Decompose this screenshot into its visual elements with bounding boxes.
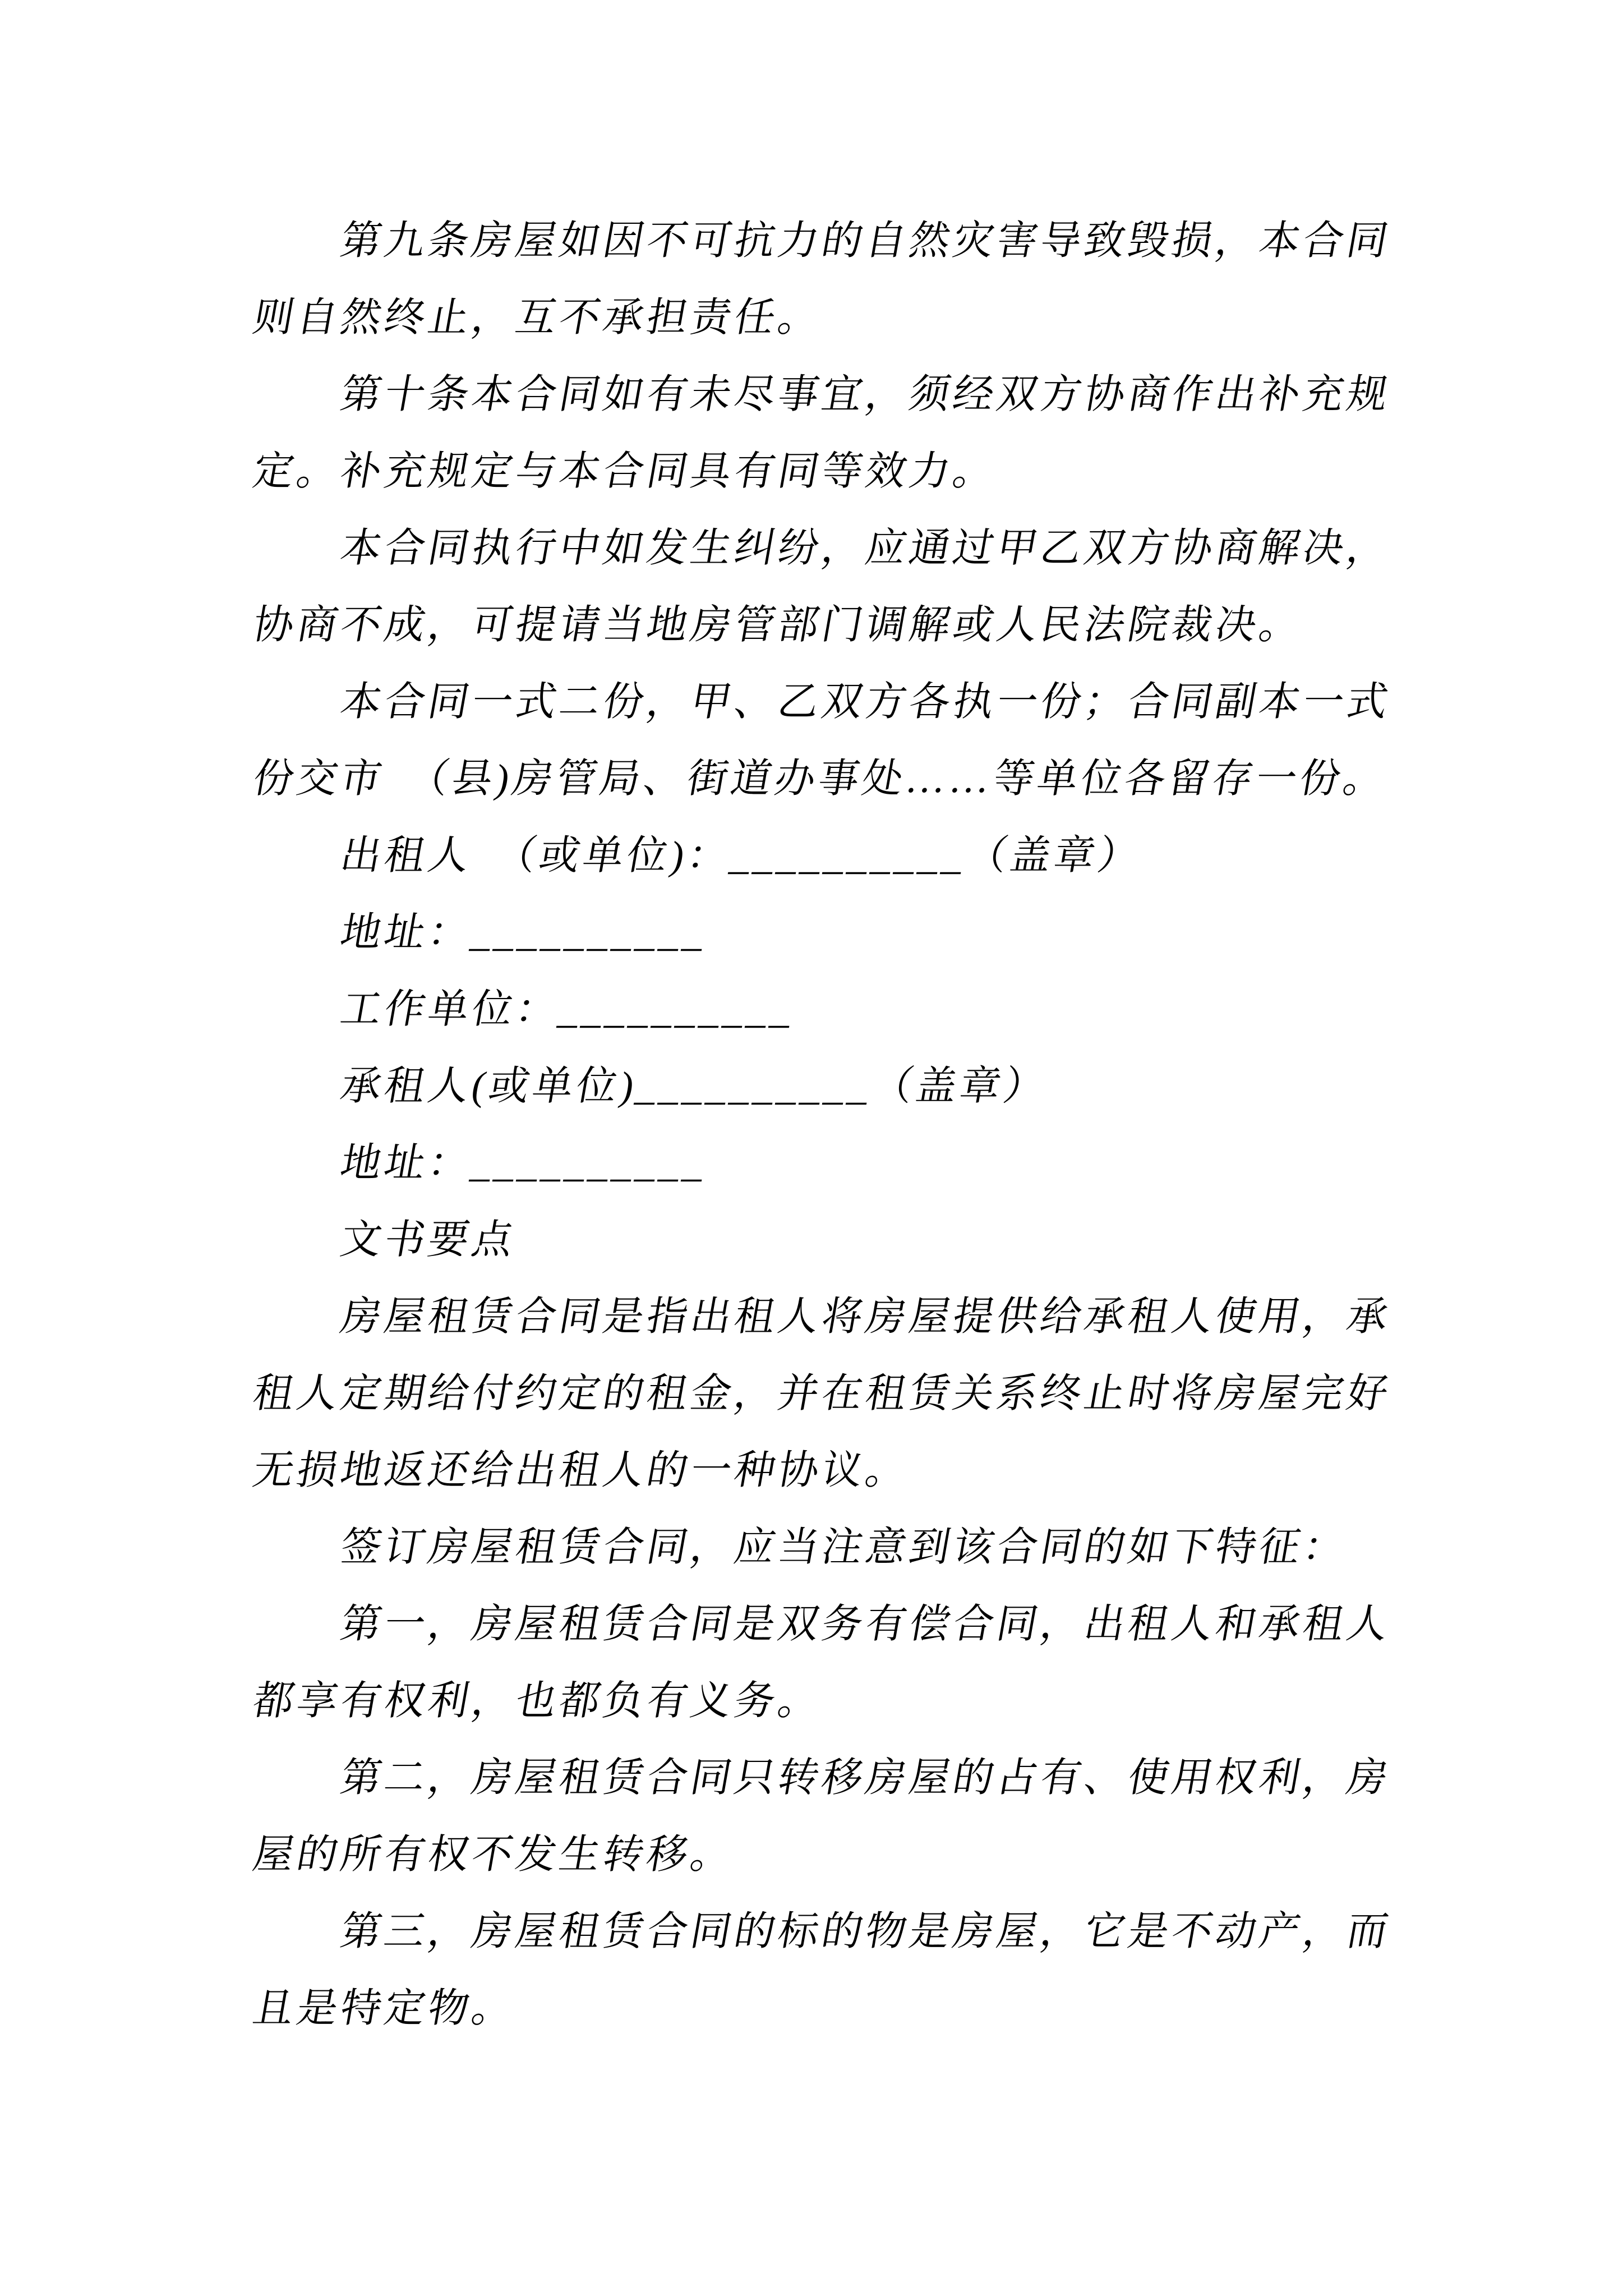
text-line: 都享有权利，也都负有义务。 <box>250 1678 827 1723</box>
section-heading: 文书要点 <box>337 1217 520 1262</box>
text-line: 无损地返还给出租人的一种协议。 <box>250 1448 914 1493</box>
lessor-address-line: 地址：__________ <box>337 910 712 955</box>
text-line: 第三，房屋租赁合同的标的物是房屋，它是不动产，而 <box>337 1909 1395 1954</box>
text-line: 第十条本合同如有未尽事宜，须经双方协商作出补充规 <box>337 372 1395 417</box>
lessee-address-line: 地址：__________ <box>337 1140 712 1185</box>
lessor-workunit-line: 工作单位：__________ <box>337 987 800 1032</box>
text-line: 第二，房屋租赁合同只转移房屋的占有、使用权利，房 <box>337 1755 1395 1800</box>
text-line: 屋的所有权不发生转移。 <box>250 1832 739 1877</box>
text-line: 本合同一式二份，甲、乙双方各执一份；合同副本一式 <box>337 679 1395 724</box>
text-line: 租人定期给付约定的租金，并在租赁关系终止时将房屋完好 <box>250 1371 1395 1416</box>
text-line: 签订房屋租赁合同，应当注意到该合同的如下特征： <box>337 1525 1352 1570</box>
text-line: 定。补充规定与本合同具有同等效力。 <box>250 449 1002 494</box>
text-line: 则自然终止，互不承担责任。 <box>250 295 827 340</box>
text-line: 第九条房屋如因不可抗力的自然灾害导致毁损，本合同 <box>337 218 1395 263</box>
text-line: 本合同执行中如发生纠纷，应通过甲乙双方协商解决， <box>337 526 1395 570</box>
text-line: 且是特定物。 <box>250 1986 520 2031</box>
text-line: 第一，房屋租赁合同是双务有偿合同，出租人和承租人 <box>337 1602 1395 1646</box>
text-line: 协商不成，可提请当地房管部门调解或人民法院裁决。 <box>250 602 1308 647</box>
text-line: 房屋租赁合同是指出租人将房屋提供给承租人使用，承 <box>337 1294 1395 1339</box>
lessee-signature-line: 承租人(或单位)__________（盖章） <box>337 1064 1052 1108</box>
lessor-signature-line: 出租人 （或单位)：__________（盖章） <box>337 833 1146 878</box>
text-line: 份交市 （县)房管局、街道办事处……等单位各留存一份。 <box>250 756 1392 801</box>
